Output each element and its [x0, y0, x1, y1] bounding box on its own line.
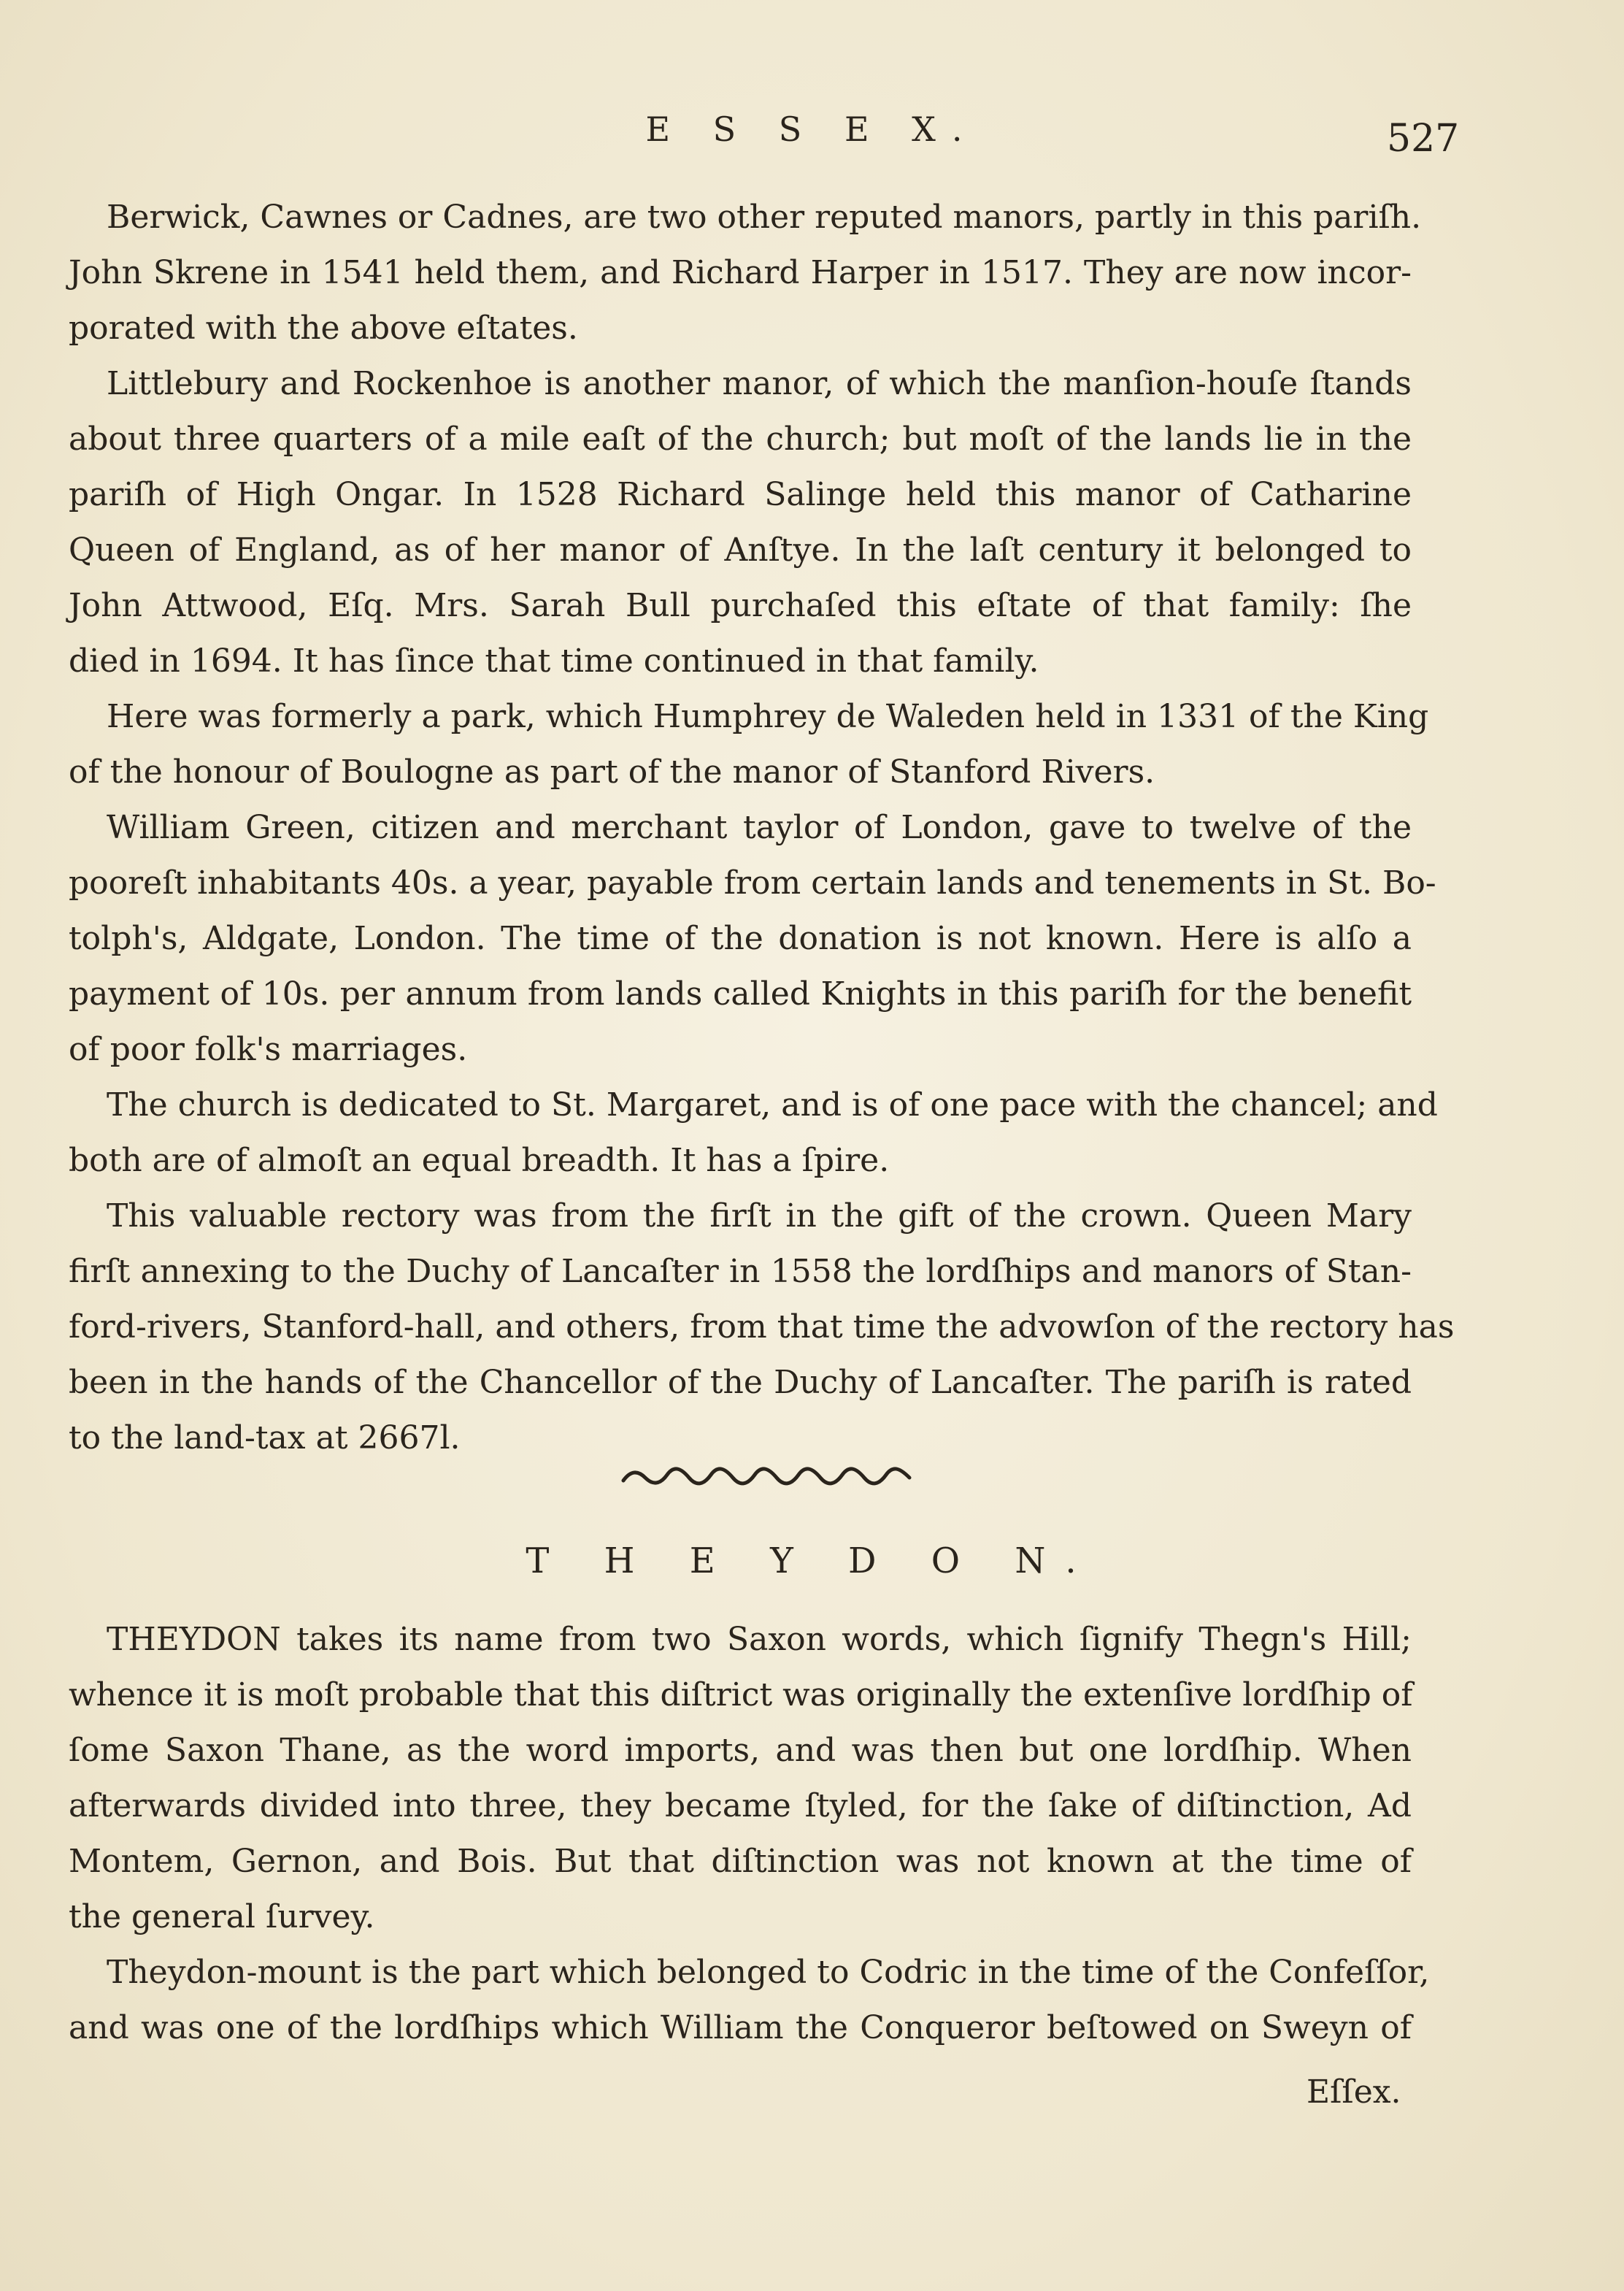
text-line: of poor folk's marriages.: [69, 1031, 468, 1068]
text-line: both are of almoſt an equal breadth. It has a ſpire.: [69, 1142, 890, 1179]
text-line: Here was formerly a park, which Humphrey de Waleden held in 1331 of the King: [107, 698, 1429, 735]
text-line: The church is dedicated to St. Margaret, and is of one pace with the chancel; and: [107, 1086, 1438, 1124]
text-line: the general ſurvey.: [69, 1898, 375, 1935]
text-line: to the land-tax at 2667l.: [69, 1419, 461, 1457]
text-line: John Attwood, Eſq. Mrs. Sarah Bull purchaſed this eſtate of that family: ſhe: [69, 587, 1412, 624]
text-line: Montem, Gernon, and Bois. But that diſtinction was not known at the time of: [69, 1843, 1412, 1880]
text-line: about three quarters of a mile eaſt of the church; but moſt of the lands lie in the: [69, 421, 1412, 458]
text-line: pooreſt inhabitants 40s. a year, payable from certain lands and tenements in St. Bo-: [69, 864, 1436, 902]
text-line: Littlebury and Rockenhoe is another manor, of which the manſion-houſe ſtands: [107, 365, 1412, 402]
text-line: John Skrene in 1541 held them, and Richard Harper in 1517. They are now incor-: [69, 254, 1412, 291]
text-line: porated with the above eſtates.: [69, 310, 578, 347]
text-line: Queen of England, as of her manor of Anſtye. In the laſt century it belonged to: [69, 532, 1412, 569]
text-line: William Green, citizen and merchant taylor of London, gave to twelve of the: [107, 809, 1412, 846]
page-number: 527: [1387, 117, 1460, 161]
text-line: died in 1694. It has ſince that time continued in that family.: [69, 642, 1039, 680]
section-title: T H E Y D O N.: [526, 1540, 1098, 1581]
text-line: This valuable rectory was from the firſt in the gift of the crown. Queen Mary: [107, 1197, 1412, 1235]
ornament-divider-icon: [620, 1466, 912, 1488]
text-line: pariſh of High Ongar. In 1528 Richard Salinge held this manor of Catharine: [69, 476, 1412, 513]
text-line: been in the hands of the Chancellor of the Duchy of Lancaſter. The pariſh is rated: [69, 1364, 1412, 1401]
catchword: Eſſex.: [1306, 2073, 1401, 2111]
text-line: and was one of the lordſhips which William the Conqueror beſtowed on Sweyn of: [69, 2009, 1412, 2046]
text-line: tolph's, Aldgate, London. The time of the donation is not known. Here is alſo a: [69, 920, 1412, 957]
text-line: payment of 10s. per annum from lands called Knights in this pariſh for the benefit: [69, 975, 1412, 1013]
text-line: ſome Saxon Thane, as the word imports, and was then but one lordſhip. When: [69, 1732, 1412, 1769]
text-line: afterwards divided into three, they became ſtyled, for the ſake of diſtinction, Ad: [69, 1787, 1412, 1824]
text-line: THEYDON takes its name from two Saxon words, which ſignify Thegn's Hill;: [107, 1621, 1412, 1658]
text-line: of the honour of Boulogne as part of the manor of Stanford Rivers.: [69, 753, 1155, 791]
text-line: Berwick, Cawnes or Cadnes, are two other reputed manors, partly in this pariſh.: [107, 199, 1422, 236]
text-line: whence it is moſt probable that this diſtrict was originally the extenſive lordſhip of: [69, 1676, 1413, 1714]
running-header: E S S E X.: [645, 110, 979, 149]
text-line: firſt annexing to the Duchy of Lancaſter in 1558 the lordſhips and manors of Stan-: [69, 1253, 1412, 1290]
text-line: ford-rivers, Stanford-hall, and others, from that time the advowſon of the rectory has: [69, 1308, 1455, 1346]
text-line: Theydon-mount is the part which belonged to Codric in the time of the Confeſſor,: [107, 1954, 1430, 1991]
